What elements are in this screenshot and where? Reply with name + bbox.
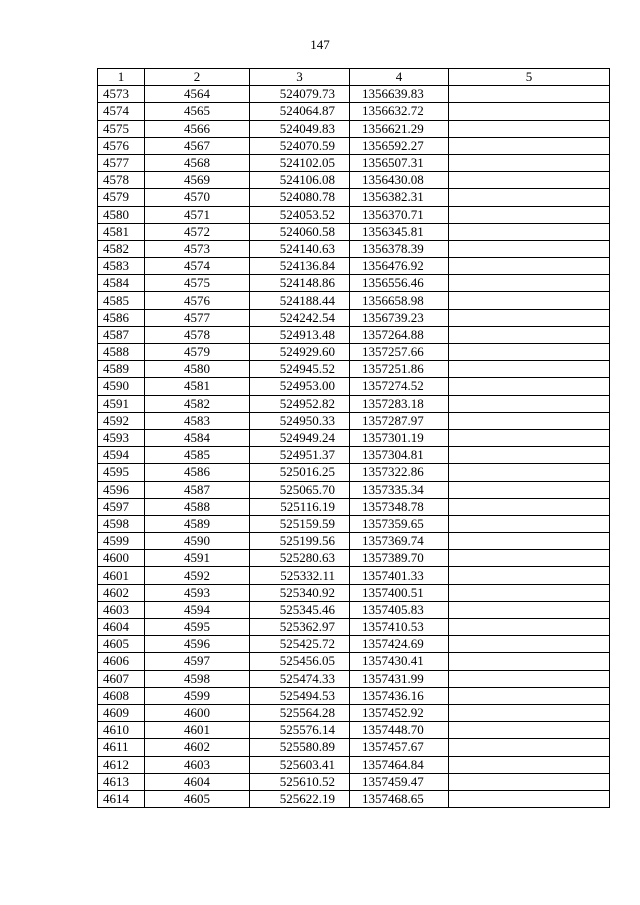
cell-x-coordinate: 525622.19	[250, 790, 350, 807]
cell-note	[449, 275, 610, 292]
cell-y-coordinate: 1357468.65	[350, 790, 449, 807]
cell-note	[449, 687, 610, 704]
cell-x-coordinate: 524148.86	[250, 275, 350, 292]
cell-x-coordinate: 525116.19	[250, 498, 350, 515]
cell-index: 4593	[145, 584, 250, 601]
cell-x-coordinate: 524070.59	[250, 137, 350, 154]
table-row	[98, 361, 610, 378]
cell-point-number: 4589	[98, 361, 145, 378]
cell-x-coordinate: 524951.37	[250, 447, 350, 464]
cell-point-number: 4575	[98, 120, 145, 137]
cell-point-number: 4602	[98, 584, 145, 601]
cell-index: 4592	[145, 567, 250, 584]
cell-x-coordinate: 525159.59	[250, 515, 350, 532]
cell-x-coordinate: 524945.52	[250, 361, 350, 378]
cell-note	[449, 722, 610, 739]
cell-point-number: 4606	[98, 653, 145, 670]
cell-note	[449, 481, 610, 498]
cell-index: 4584	[145, 429, 250, 446]
cell-y-coordinate: 1357457.67	[350, 739, 449, 756]
cell-point-number: 4585	[98, 292, 145, 309]
cell-index: 4589	[145, 515, 250, 532]
cell-x-coordinate: 524060.58	[250, 223, 350, 240]
cell-x-coordinate: 525016.25	[250, 464, 350, 481]
cell-y-coordinate: 1357401.33	[350, 567, 449, 584]
cell-note	[449, 670, 610, 687]
cell-y-coordinate: 1357304.81	[350, 447, 449, 464]
cell-note	[449, 704, 610, 721]
cell-point-number: 4573	[98, 86, 145, 103]
cell-point-number: 4579	[98, 189, 145, 206]
cell-x-coordinate: 525564.28	[250, 704, 350, 721]
table-row	[98, 619, 610, 636]
cell-index: 4567	[145, 137, 250, 154]
cell-y-coordinate: 1357448.70	[350, 722, 449, 739]
cell-y-coordinate: 1356507.31	[350, 154, 449, 171]
column-header-5: 5	[449, 69, 610, 86]
table-row	[98, 395, 610, 412]
cell-index: 4575	[145, 275, 250, 292]
cell-note	[449, 103, 610, 120]
cell-point-number: 4609	[98, 704, 145, 721]
cell-note	[449, 790, 610, 807]
cell-x-coordinate: 524106.08	[250, 172, 350, 189]
cell-y-coordinate: 1356739.23	[350, 309, 449, 326]
table-row	[98, 429, 610, 446]
cell-point-number: 4584	[98, 275, 145, 292]
cell-point-number: 4577	[98, 154, 145, 171]
table-row	[98, 481, 610, 498]
table-row	[98, 636, 610, 653]
cell-y-coordinate: 1357369.74	[350, 533, 449, 550]
cell-index: 4564	[145, 86, 250, 103]
table-row	[98, 292, 610, 309]
cell-point-number: 4588	[98, 344, 145, 361]
cell-x-coordinate: 524136.84	[250, 258, 350, 275]
cell-y-coordinate: 1356556.46	[350, 275, 449, 292]
table-row	[98, 515, 610, 532]
cell-note	[449, 550, 610, 567]
cell-note	[449, 137, 610, 154]
cell-y-coordinate: 1357283.18	[350, 395, 449, 412]
cell-x-coordinate: 525580.89	[250, 739, 350, 756]
cell-y-coordinate: 1357452.92	[350, 704, 449, 721]
cell-note	[449, 292, 610, 309]
table-row	[98, 550, 610, 567]
cell-note	[449, 756, 610, 773]
cell-y-coordinate: 1356592.27	[350, 137, 449, 154]
cell-note	[449, 86, 610, 103]
table-row	[98, 258, 610, 275]
cell-point-number: 4608	[98, 687, 145, 704]
cell-x-coordinate: 525362.97	[250, 619, 350, 636]
cell-index: 4591	[145, 550, 250, 567]
cell-point-number: 4613	[98, 773, 145, 790]
cell-index: 4601	[145, 722, 250, 739]
cell-index: 4599	[145, 687, 250, 704]
table-header-row	[98, 69, 610, 86]
cell-index: 4566	[145, 120, 250, 137]
cell-x-coordinate: 525603.41	[250, 756, 350, 773]
cell-index: 4573	[145, 240, 250, 257]
cell-note	[449, 309, 610, 326]
cell-point-number: 4607	[98, 670, 145, 687]
cell-note	[449, 206, 610, 223]
cell-note	[449, 378, 610, 395]
cell-point-number: 4603	[98, 601, 145, 618]
cell-x-coordinate: 525425.72	[250, 636, 350, 653]
table-row	[98, 378, 610, 395]
cell-note	[449, 567, 610, 584]
cell-x-coordinate: 525474.33	[250, 670, 350, 687]
cell-index: 4582	[145, 395, 250, 412]
cell-point-number: 4595	[98, 464, 145, 481]
cell-index: 4588	[145, 498, 250, 515]
cell-index: 4581	[145, 378, 250, 395]
cell-note	[449, 326, 610, 343]
cell-index: 4574	[145, 258, 250, 275]
cell-point-number: 4611	[98, 739, 145, 756]
cell-note	[449, 189, 610, 206]
cell-point-number: 4583	[98, 258, 145, 275]
cell-note	[449, 739, 610, 756]
cell-y-coordinate: 1357389.70	[350, 550, 449, 567]
cell-index: 4568	[145, 154, 250, 171]
cell-y-coordinate: 1356382.31	[350, 189, 449, 206]
cell-note	[449, 240, 610, 257]
table-row	[98, 447, 610, 464]
column-header-4: 4	[350, 69, 449, 86]
cell-y-coordinate: 1357424.69	[350, 636, 449, 653]
cell-note	[449, 653, 610, 670]
table-row	[98, 412, 610, 429]
cell-index: 4586	[145, 464, 250, 481]
cell-note	[449, 601, 610, 618]
cell-point-number: 4593	[98, 429, 145, 446]
cell-index: 4577	[145, 309, 250, 326]
cell-point-number: 4592	[98, 412, 145, 429]
cell-index: 4603	[145, 756, 250, 773]
table-row	[98, 567, 610, 584]
cell-point-number: 4586	[98, 309, 145, 326]
cell-x-coordinate: 525065.70	[250, 481, 350, 498]
cell-index: 4583	[145, 412, 250, 429]
cell-y-coordinate: 1357359.65	[350, 515, 449, 532]
cell-y-coordinate: 1357430.41	[350, 653, 449, 670]
table-row	[98, 756, 610, 773]
cell-note	[449, 619, 610, 636]
cell-y-coordinate: 1356476.92	[350, 258, 449, 275]
cell-y-coordinate: 1357251.86	[350, 361, 449, 378]
table-row	[98, 739, 610, 756]
cell-note	[449, 429, 610, 446]
cell-x-coordinate: 524079.73	[250, 86, 350, 103]
cell-y-coordinate: 1357348.78	[350, 498, 449, 515]
cell-y-coordinate: 1357459.47	[350, 773, 449, 790]
cell-y-coordinate: 1357287.97	[350, 412, 449, 429]
cell-point-number: 4612	[98, 756, 145, 773]
cell-index: 4590	[145, 533, 250, 550]
cell-point-number: 4587	[98, 326, 145, 343]
cell-point-number: 4614	[98, 790, 145, 807]
cell-point-number: 4574	[98, 103, 145, 120]
cell-x-coordinate: 525494.53	[250, 687, 350, 704]
cell-index: 4604	[145, 773, 250, 790]
cell-y-coordinate: 1357431.99	[350, 670, 449, 687]
table-row	[98, 172, 610, 189]
cell-note	[449, 533, 610, 550]
table-row	[98, 275, 610, 292]
cell-x-coordinate: 525332.11	[250, 567, 350, 584]
cell-index: 4594	[145, 601, 250, 618]
cell-y-coordinate: 1357436.16	[350, 687, 449, 704]
cell-point-number: 4601	[98, 567, 145, 584]
table-row	[98, 86, 610, 103]
cell-y-coordinate: 1357464.84	[350, 756, 449, 773]
cell-index: 4602	[145, 739, 250, 756]
cell-y-coordinate: 1356658.98	[350, 292, 449, 309]
cell-y-coordinate: 1356370.71	[350, 206, 449, 223]
cell-note	[449, 223, 610, 240]
table-row	[98, 120, 610, 137]
cell-index: 4570	[145, 189, 250, 206]
coordinates-table	[97, 68, 610, 808]
cell-x-coordinate: 525340.92	[250, 584, 350, 601]
cell-y-coordinate: 1357410.53	[350, 619, 449, 636]
cell-index: 4572	[145, 223, 250, 240]
table-row	[98, 326, 610, 343]
cell-point-number: 4596	[98, 481, 145, 498]
cell-x-coordinate: 524064.87	[250, 103, 350, 120]
table-row	[98, 790, 610, 807]
cell-y-coordinate: 1357335.34	[350, 481, 449, 498]
cell-note	[449, 447, 610, 464]
cell-x-coordinate: 525576.14	[250, 722, 350, 739]
column-header-2: 2	[145, 69, 250, 86]
cell-note	[449, 636, 610, 653]
cell-y-coordinate: 1357257.66	[350, 344, 449, 361]
cell-note	[449, 773, 610, 790]
table-row	[98, 773, 610, 790]
cell-y-coordinate: 1357301.19	[350, 429, 449, 446]
cell-x-coordinate: 524053.52	[250, 206, 350, 223]
cell-y-coordinate: 1356639.83	[350, 86, 449, 103]
cell-note	[449, 172, 610, 189]
cell-x-coordinate: 524188.44	[250, 292, 350, 309]
cell-index: 4579	[145, 344, 250, 361]
cell-point-number: 4578	[98, 172, 145, 189]
table-row	[98, 137, 610, 154]
cell-point-number: 4598	[98, 515, 145, 532]
cell-x-coordinate: 525345.46	[250, 601, 350, 618]
table-row	[98, 154, 610, 171]
cell-y-coordinate: 1356621.29	[350, 120, 449, 137]
table-row	[98, 240, 610, 257]
page-number: 147	[310, 37, 330, 52]
cell-point-number: 4594	[98, 447, 145, 464]
cell-index: 4605	[145, 790, 250, 807]
table-row	[98, 223, 610, 240]
table-row	[98, 344, 610, 361]
column-header-1: 1	[98, 69, 145, 86]
cell-index: 4578	[145, 326, 250, 343]
cell-note	[449, 412, 610, 429]
table-row	[98, 584, 610, 601]
cell-note	[449, 120, 610, 137]
cell-point-number: 4604	[98, 619, 145, 636]
cell-note	[449, 361, 610, 378]
cell-y-coordinate: 1357264.88	[350, 326, 449, 343]
table-row	[98, 601, 610, 618]
cell-x-coordinate: 524913.48	[250, 326, 350, 343]
cell-x-coordinate: 524102.05	[250, 154, 350, 171]
cell-index: 4580	[145, 361, 250, 378]
table-row	[98, 103, 610, 120]
cell-note	[449, 344, 610, 361]
cell-y-coordinate: 1357322.86	[350, 464, 449, 481]
cell-note	[449, 584, 610, 601]
cell-x-coordinate: 525610.52	[250, 773, 350, 790]
table-row	[98, 533, 610, 550]
cell-x-coordinate: 524140.63	[250, 240, 350, 257]
table-row	[98, 498, 610, 515]
cell-point-number: 4605	[98, 636, 145, 653]
table-row	[98, 670, 610, 687]
cell-y-coordinate: 1356632.72	[350, 103, 449, 120]
cell-x-coordinate: 524950.33	[250, 412, 350, 429]
cell-x-coordinate: 524080.78	[250, 189, 350, 206]
table-body	[98, 86, 610, 808]
cell-index: 4597	[145, 653, 250, 670]
cell-index: 4595	[145, 619, 250, 636]
cell-y-coordinate: 1357400.51	[350, 584, 449, 601]
cell-index: 4576	[145, 292, 250, 309]
cell-index: 4596	[145, 636, 250, 653]
cell-point-number: 4582	[98, 240, 145, 257]
cell-note	[449, 154, 610, 171]
cell-x-coordinate: 525456.05	[250, 653, 350, 670]
cell-point-number: 4581	[98, 223, 145, 240]
table-row	[98, 309, 610, 326]
table-row	[98, 189, 610, 206]
cell-x-coordinate: 525199.56	[250, 533, 350, 550]
cell-point-number: 4599	[98, 533, 145, 550]
cell-index: 4600	[145, 704, 250, 721]
cell-y-coordinate: 1357405.83	[350, 601, 449, 618]
table-row	[98, 722, 610, 739]
cell-index: 4585	[145, 447, 250, 464]
cell-point-number: 4590	[98, 378, 145, 395]
cell-y-coordinate: 1356430.08	[350, 172, 449, 189]
cell-index: 4587	[145, 481, 250, 498]
cell-point-number: 4597	[98, 498, 145, 515]
cell-y-coordinate: 1356345.81	[350, 223, 449, 240]
cell-y-coordinate: 1357274.52	[350, 378, 449, 395]
table-row	[98, 464, 610, 481]
cell-point-number: 4600	[98, 550, 145, 567]
cell-note	[449, 464, 610, 481]
cell-x-coordinate: 524949.24	[250, 429, 350, 446]
column-header-3: 3	[250, 69, 350, 86]
cell-point-number: 4591	[98, 395, 145, 412]
table-row	[98, 704, 610, 721]
cell-point-number: 4576	[98, 137, 145, 154]
table-row	[98, 653, 610, 670]
cell-x-coordinate: 524952.82	[250, 395, 350, 412]
cell-x-coordinate: 524242.54	[250, 309, 350, 326]
cell-index: 4598	[145, 670, 250, 687]
cell-index: 4569	[145, 172, 250, 189]
cell-x-coordinate: 524953.00	[250, 378, 350, 395]
cell-x-coordinate: 524929.60	[250, 344, 350, 361]
cell-note	[449, 258, 610, 275]
table-row	[98, 206, 610, 223]
cell-y-coordinate: 1356378.39	[350, 240, 449, 257]
cell-x-coordinate: 525280.63	[250, 550, 350, 567]
cell-note	[449, 498, 610, 515]
cell-note	[449, 515, 610, 532]
cell-note	[449, 395, 610, 412]
cell-point-number: 4610	[98, 722, 145, 739]
cell-x-coordinate: 524049.83	[250, 120, 350, 137]
cell-point-number: 4580	[98, 206, 145, 223]
cell-index: 4571	[145, 206, 250, 223]
cell-index: 4565	[145, 103, 250, 120]
table-row	[98, 687, 610, 704]
